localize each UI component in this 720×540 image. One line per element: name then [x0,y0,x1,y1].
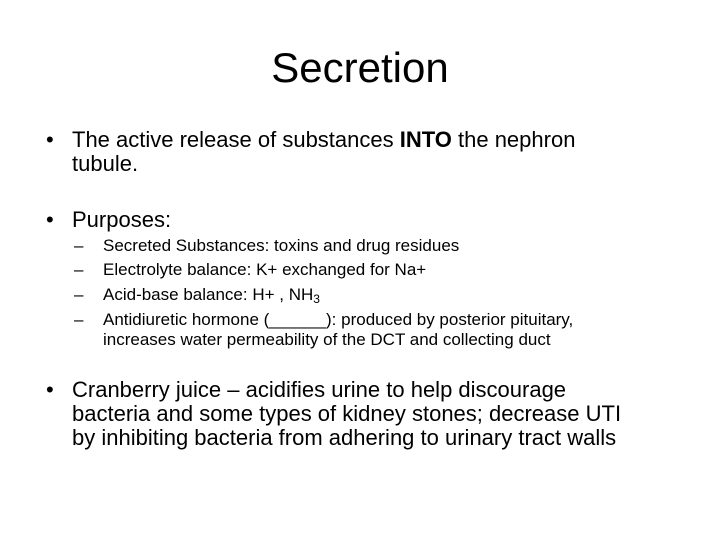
bullet-text-part1: The active release of substances [72,127,400,152]
sub-text-line1: Antidiuretic hormone (______): produced by posterior pituitary, [103,310,574,329]
bullet-text-line2: bacteria and some types of kidney stones; decrease UTI [72,401,622,426]
bullet-text-bold: INTO [399,127,452,152]
sub-text [103,285,320,305]
bullet-dot: • [46,207,54,232]
bullet-text-line3: by inhibiting bacteria from adhering to urinary tract walls [72,425,617,450]
bullet-text-line2: tubule. [72,151,139,176]
bullet-dot: • [46,377,54,402]
bullet-text-part2: the nephron [451,127,576,152]
subscript-3: 3 [313,292,320,306]
bullet-text [72,378,692,450]
sub-text [103,310,573,350]
sub-dash: – [74,285,84,304]
bullet-text-line1: Cranberry juice – acidifies urine to help discourage [72,377,567,402]
sub-dash: – [74,310,84,329]
bullet-text [72,128,652,176]
sub-dash: – [74,260,84,279]
sub-text: Electrolyte balance: K+ exchanged for Na+ [103,260,427,279]
sub-text: Secreted Substances: toxins and drug residues [103,236,460,255]
slide-title: Secretion [271,44,449,91]
sub-text-line2: increases water permeability of the DCT and collecting duct [103,330,551,349]
bullet-text: Purposes: [72,207,172,232]
sub-dash: – [74,236,84,255]
sub-text-prefix: Acid-base balance: H+ , NH [103,285,314,304]
bullet-dot: • [46,127,54,152]
